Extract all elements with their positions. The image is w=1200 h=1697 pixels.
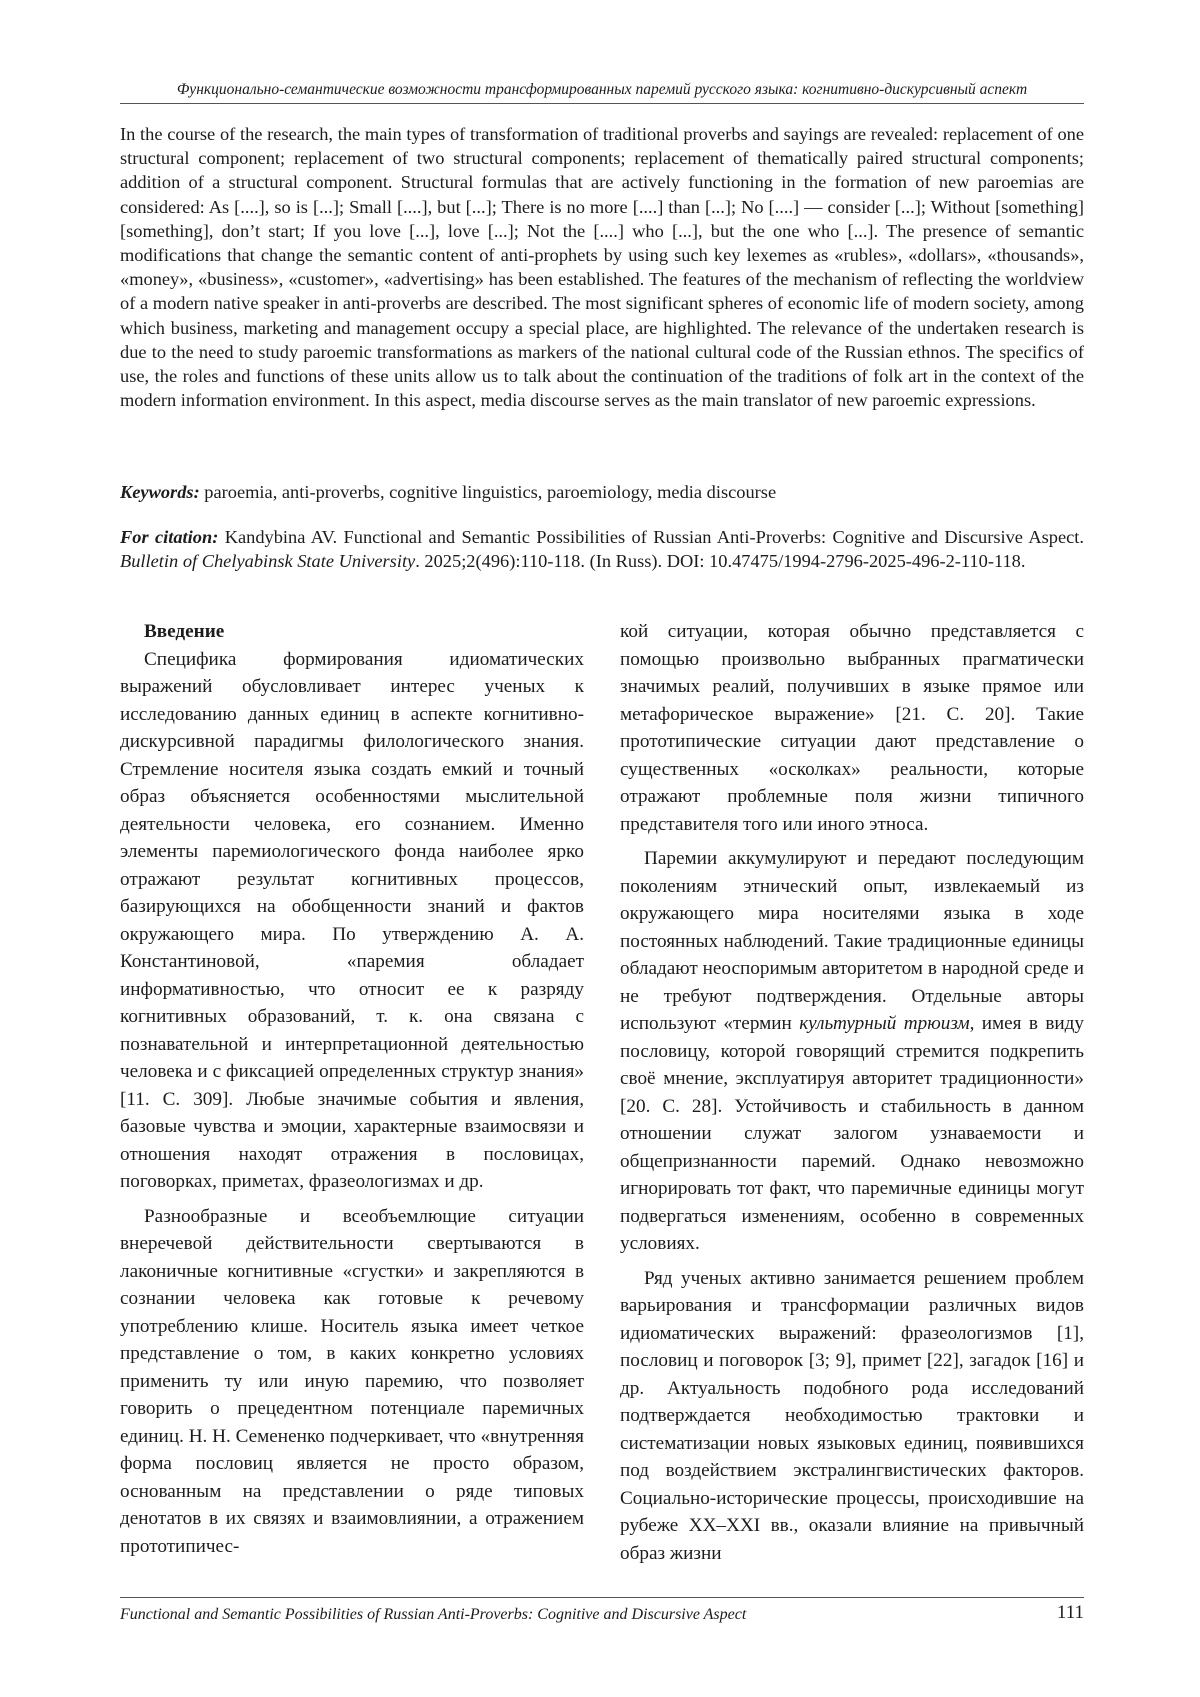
body-paragraph: кой ситуации, которая обычно представляется с помощью произвольно выбранных прагматически значимых реалий, получивших в языке прямое или метафорическое выражение» [21. С. 20]. Такие прототипические ситуации дают представление о существенных «осколках» реальности, которые отражают проблемные поля жизни типичного представителя того или иного этноса. (620, 621, 1084, 835)
paragraph-text: , имея в виду пословицу, которой говорящий стремится подкрепить своё мнение, эксплуатируя авторитет традиционности» [20. С. 28]. Устойчивость и стабильность в данном отношении служат залогом узнаваемости и общепризнанности паремий. Однако невозможно игнорировать тот факт, что паремичные единицы могут подвергаться изменениям, особенно в современных условиях. (620, 1013, 1085, 1254)
citation-journal: Bulletin of Chelyabinsk State University (120, 551, 416, 572)
left-column (120, 618, 584, 1567)
body-paragraph: Ряд ученых активно занимается решением проблем варьирования и трансформации различных видов идиоматических выражений: фразеологизмов [1], пословиц и поговорок [3; 9], примет [22], загадок [16] и др. Актуальность подобного рода исследований подтверждается необходимостью трактовки и систематизации новых языковых единиц, появившихся под воздействием экстралингвистических факторов. Социально-исторические процессы, происходившие на рубеже XX–XXI вв., оказали влияние на привычный образ жизни (620, 1267, 1084, 1564)
page-number: 111 (1056, 1602, 1084, 1623)
paragraph-text: Паремии аккумулируют и передают последующим поколениям этнический опыт, извлекаемый из окружающего мира носителями языка в ходе постоянных наблюдений. Такие традиционные единицы обладают неоспоримым авторитетом в народной среде и не требуют подтверждения. Отдельные авторы используют «термин (620, 848, 1084, 1034)
keywords (120, 480, 1084, 504)
body-paragraph (620, 845, 1084, 1258)
citation-details: . 2025;2(496):110-118. (In Russ). DOI: 10.47475/1994-2796-2025-496-2-110-118. (415, 551, 1026, 572)
section-heading: Введение (144, 621, 225, 642)
italic-term: культурный трюизм (799, 1013, 970, 1034)
keywords-label: Keywords: (120, 482, 200, 502)
footer-title: Functional and Semantic Possibilities of Russian Anti-Proverbs: Cognitive and Discursive Aspect (120, 1606, 747, 1623)
running-head: Функционально-семантические возможности трансформированных паремий русского языка: когнитивно-дискурсивный аспект (120, 80, 1084, 104)
body-paragraph: Специфика формирования идиоматических выражений обусловливает интерес ученых к исследованию данных единиц в аспекте когнитивно-дискурсивной парадигмы филологического знания. Стремление носителя языка создать емкий и точный образ объясняется особенностями мыслительной деятельности человека, его сознанием. Именно элементы паремиологического фонда наиболее ярко отражают результат когнитивных процессов, базирующихся на обобщенности знаний и фактов окружающего мира. По утверждению А. А. Константиновой, «паремия обладает информативностью, что относит ее к разряду когнитивных образований, т. к. она связана с познавательной и интерпретационной деятельностью человека и с фиксацией определенных структур знания» [11. С. 309]. Любые значимые события и явления, базовые чувства и эмоции, характерные взаимосвязи и отношения находят отражения в пословицах, поговорках, приметах, фразеологизмах и др. (120, 648, 584, 1192)
citation-text: Kandybina AV. Functional and Semantic Possibilities of Russian Anti-Proverbs: Cognitive and Discursive Aspect. (218, 527, 1084, 547)
citation-label: For citation: (120, 527, 219, 547)
page-footer (120, 1597, 1084, 1626)
abstract: In the course of the research, the main types of transformation of traditional proverbs and sayings are revealed: replacement of one structural component; replacement of two structural components; replacement of thematically paired structural components; addition of a structural component. Structural formulas that are actively functioning in the formation of new paroemias are considered: As [....], so is [...]; Small [....], but [...]; There is no more [....] than [...]; No [....] — consider [...]; Without [something] [something], don’t start; If you love [...], love [...]; Not the [....] who [...], but the one who [...]. The presence of semantic modifications that change the semantic content of anti-prophets by using such key lexemes as «rubles», «dollars», «thousands», «money», «business», «customer», «advertising» has been established. The features of the mechanism of reflecting the worldview of a modern native speaker in anti-proverbs are described. The most significant spheres of economic life of modern society, among which business, marketing and management occupy a special place, are highlighted. The relevance of the undertaken research is due to the need to study paroemic transformations as markers of the national cultural code of the Russian ethnos. The specifics of use, the roles and functions of these units allow us to talk about the continuation of the traditions of folk art in the context of the modern information environment. In this aspect, media discourse serves as the main translator of new paroemic expressions. (120, 124, 1084, 411)
keywords-text: paroemia, anti-proverbs, cognitive linguistics, paroemiology, media discourse (199, 482, 777, 502)
body-paragraph: Разнообразные и всеобъемлющие ситуации внеречевой действительности свертываются в лаконичные когнитивные «сгустки» и закрепляются в сознании человека как готовые к речевому употреблению клише. Носитель языка имеет четкое представление о том, в каких конкретно условиях применить ту или иную паремию, что позволяет говорить о прецедентном потенциале паремичных единиц. Н. Н. Семененко подчеркивает, что «внутренняя форма пословиц является не просто образом, основанным на представлении о ряде типовых денотатов в их связях и взаимовлиянии, а отражением прототипичес- (120, 1205, 584, 1557)
citation (120, 525, 1084, 573)
right-column (620, 618, 1084, 1574)
